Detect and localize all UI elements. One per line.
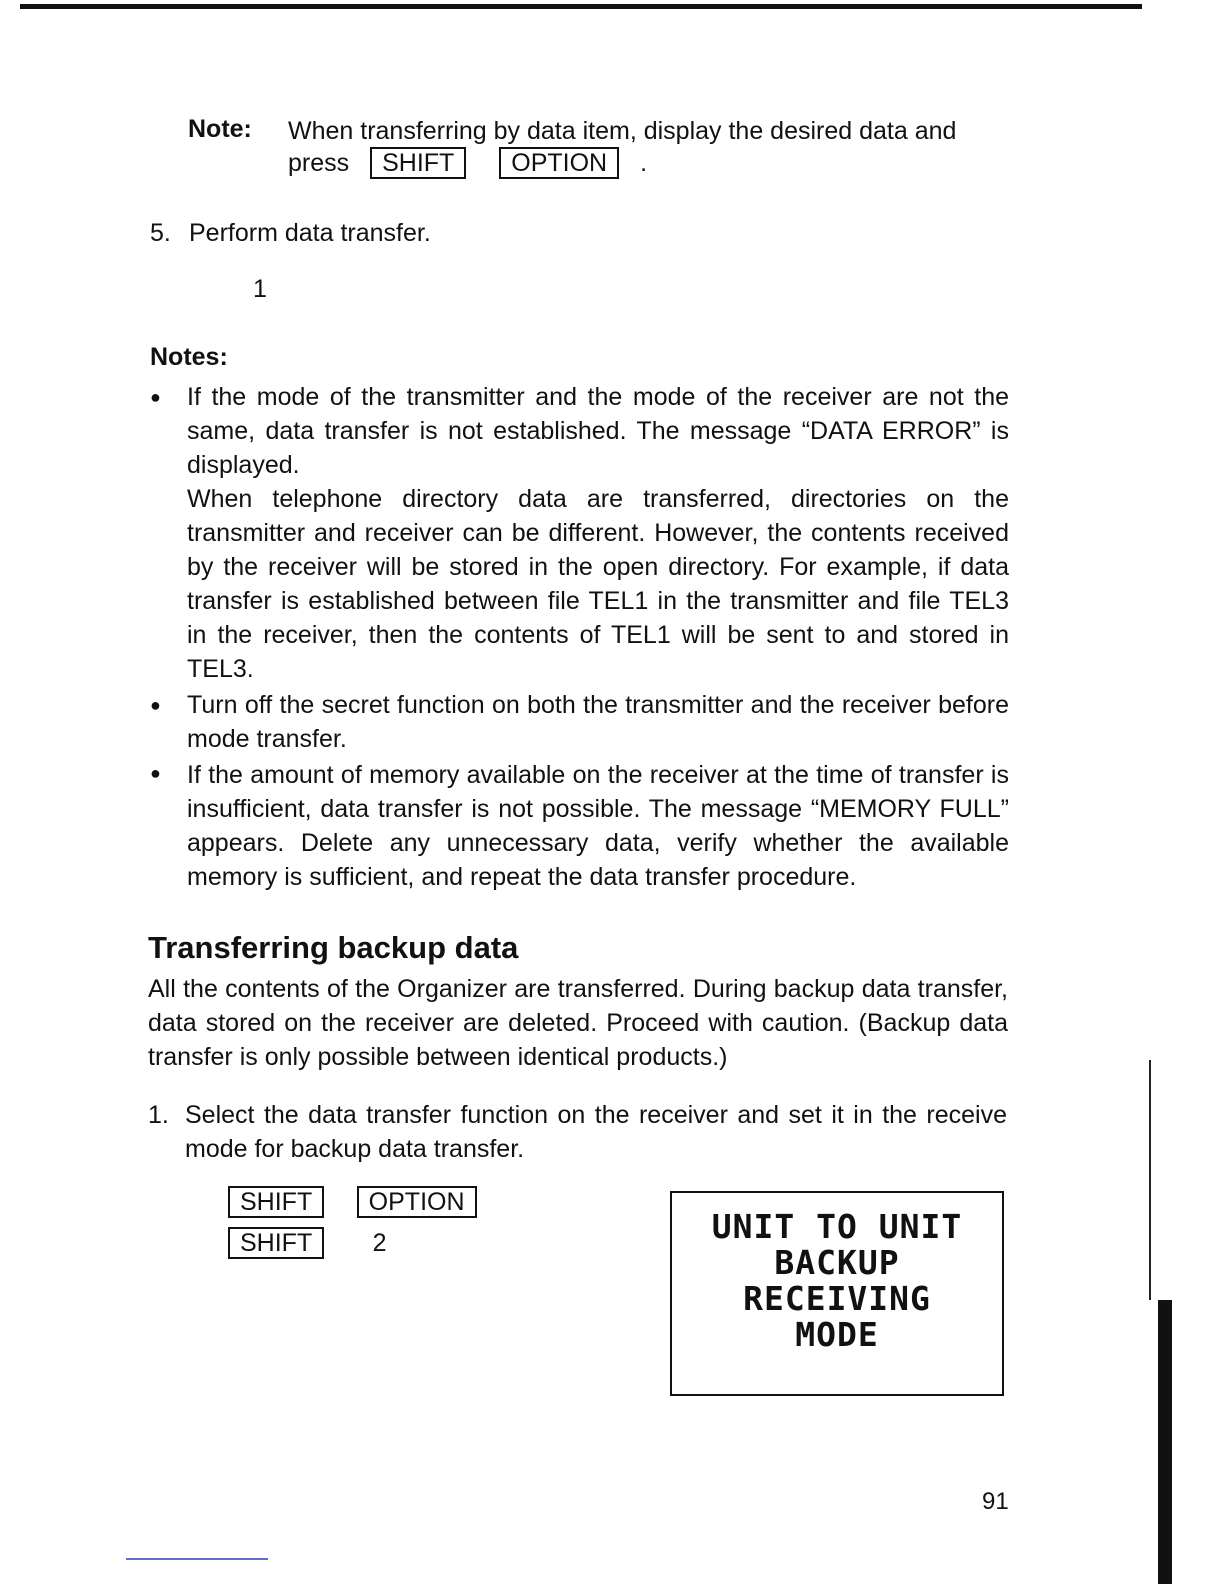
section-heading: Transferring backup data	[148, 930, 519, 965]
step-5-number: 5.	[150, 219, 171, 247]
lcd-display	[670, 1191, 1004, 1396]
scan-edge-bar	[1158, 1300, 1172, 1584]
step-5-text: Perform data transfer.	[189, 219, 431, 247]
note-line-2	[288, 146, 647, 180]
step-1-number: 1.	[148, 1101, 169, 1129]
bottom-rule	[126, 1558, 268, 1560]
lcd-screen	[672, 1193, 1002, 1353]
notes-bullet-1-continuation: When telephone directory data are transferred, directories on the transmitter and receiver can be different. However, the contents received by the receiver will be stored in the open directory. For example, if data transfer is established between file TEL1 in the transmitter and file TEL3 in the receiver, then the contents of TEL1 will be sent to and stored in TEL3.	[187, 485, 1009, 683]
key-sequence-row-1	[228, 1186, 477, 1218]
shift-key: SHIFT	[228, 1186, 324, 1218]
note-period: .	[640, 149, 648, 177]
bullet-dot: ●	[150, 763, 161, 783]
lcd-line-2: BACKUP	[774, 1243, 900, 1282]
section-intro: All the contents of the Organizer are transferred. During backup data transfer, data stored on the receiver are deleted. Proceed with caution. (Backup data transfer is only possible between identical products.)	[148, 975, 1008, 1071]
shift-key: SHIFT	[228, 1227, 324, 1259]
lcd-line-4: MODE	[795, 1315, 879, 1354]
lcd-line-3: RECEIVING	[743, 1279, 931, 1318]
lcd-line-1: UNIT TO UNIT	[711, 1207, 963, 1246]
notes-bullet-2: Turn off the secret function on both the transmitter and the receiver before mode transfer.	[187, 691, 1009, 753]
page-number: 91	[982, 1488, 1009, 1515]
notes-bullet-3: If the amount of memory available on the receiver at the time of transfer is insufficient, data transfer is not possible. The message “MEMORY FULL” appears. Delete any unnecessary data, verify whether the available memory is sufficient, and repeat the data transfer procedure.	[187, 761, 1009, 891]
step-1-text: Select the data transfer function on the receiver and set it in the receive mode for backup data transfer.	[185, 1101, 1007, 1163]
top-rule	[20, 4, 1142, 9]
option-key: OPTION	[357, 1186, 477, 1218]
shift-key: SHIFT	[370, 147, 466, 179]
section-heading-wrap	[148, 928, 518, 968]
note-label: Note:	[188, 115, 252, 143]
note-press-text: press	[288, 149, 350, 177]
option-key: OPTION	[499, 147, 619, 179]
notes-bullet-1: If the mode of the transmitter and the mode of the receiver are not the same, data transfer is not established. The message “DATA ERROR” is displayed.	[187, 383, 1009, 479]
step-5-input: 1	[253, 275, 267, 303]
notes-heading: Notes:	[150, 343, 228, 371]
note-line-1: When transferring by data item, display the desired data and	[288, 117, 957, 145]
bullet-dot: ●	[150, 695, 161, 715]
scan-edge-mark	[1149, 1060, 1151, 1300]
key-input-2: 2	[372, 1229, 387, 1257]
bullet-dot: ●	[150, 387, 161, 407]
key-sequence-row-2	[228, 1226, 387, 1260]
